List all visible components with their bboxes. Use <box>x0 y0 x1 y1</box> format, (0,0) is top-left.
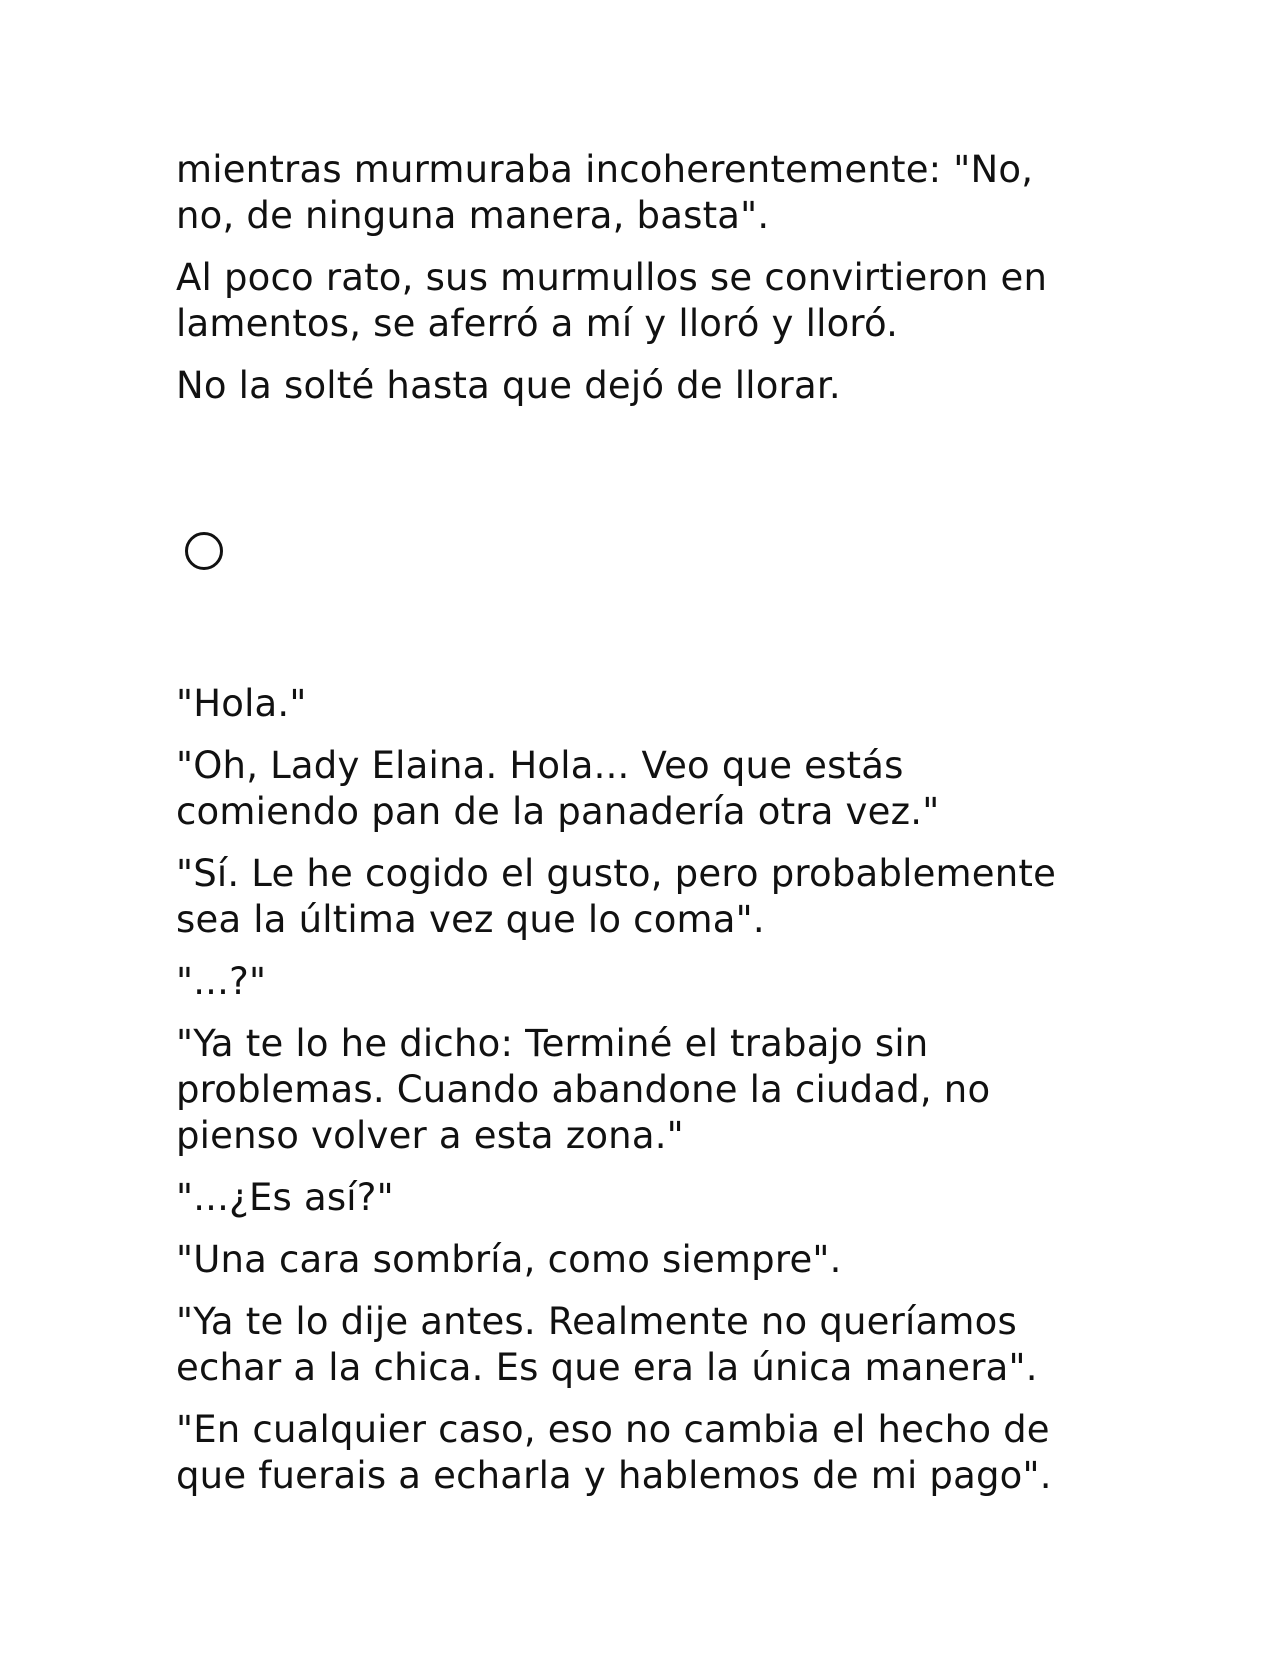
text-line: "Ya te lo he dicho: Terminé el trabajo sin <box>176 1022 929 1065</box>
text-line: "Hola." <box>176 682 307 725</box>
text-line: pienso volver a esta zona." <box>176 1114 684 1157</box>
text-line: echar a la chica. Es que era la única manera". <box>176 1346 1038 1389</box>
text-section-after-break <box>176 681 1096 1515</box>
paragraph <box>176 255 1096 347</box>
text-line: comiendo pan de la panadería otra vez." <box>176 790 940 833</box>
text-line: problemas. Cuando abandone la ciudad, no <box>176 1068 991 1111</box>
text-line: "En cualquier caso, eso no cambia el hecho de <box>176 1408 1050 1451</box>
paragraph <box>176 959 1096 1005</box>
text-line: "...¿Es así?" <box>176 1176 394 1219</box>
text-line: "...?" <box>176 960 267 1003</box>
text-line: no, de ninguna manera, basta". <box>176 194 770 237</box>
paragraph <box>176 1021 1096 1159</box>
text-line: "Oh, Lady Elaina. Hola... Veo que estás <box>176 744 904 787</box>
text-line: No la solté hasta que dejó de llorar. <box>176 364 841 407</box>
text-line: que fuerais a echarla y hablemos de mi pago". <box>176 1454 1052 1497</box>
text-line: "Ya te lo dije antes. Realmente no queríamos <box>176 1300 1017 1343</box>
paragraph <box>176 743 1096 835</box>
paragraph <box>176 363 1096 409</box>
text-line: Al poco rato, sus murmullos se convirtieron en <box>176 256 1048 299</box>
paragraph <box>176 681 1096 727</box>
text-line: mientras murmuraba incoherentemente: "No, <box>176 148 1034 191</box>
text-section-before-break <box>176 147 1096 425</box>
text-line: "Sí. Le he cogido el gusto, pero probablemente <box>176 852 1057 895</box>
paragraph <box>176 1299 1096 1391</box>
paragraph <box>176 851 1096 943</box>
text-line: lamentos, se aferró a mí y lloró y lloró. <box>176 302 899 345</box>
circle-icon <box>185 532 223 570</box>
paragraph <box>176 147 1096 239</box>
paragraph <box>176 1407 1096 1499</box>
paragraph <box>176 1237 1096 1283</box>
paragraph <box>176 1175 1096 1221</box>
text-line: sea la última vez que lo coma". <box>176 898 765 941</box>
text-line: "Una cara sombría, como siempre". <box>176 1238 842 1281</box>
